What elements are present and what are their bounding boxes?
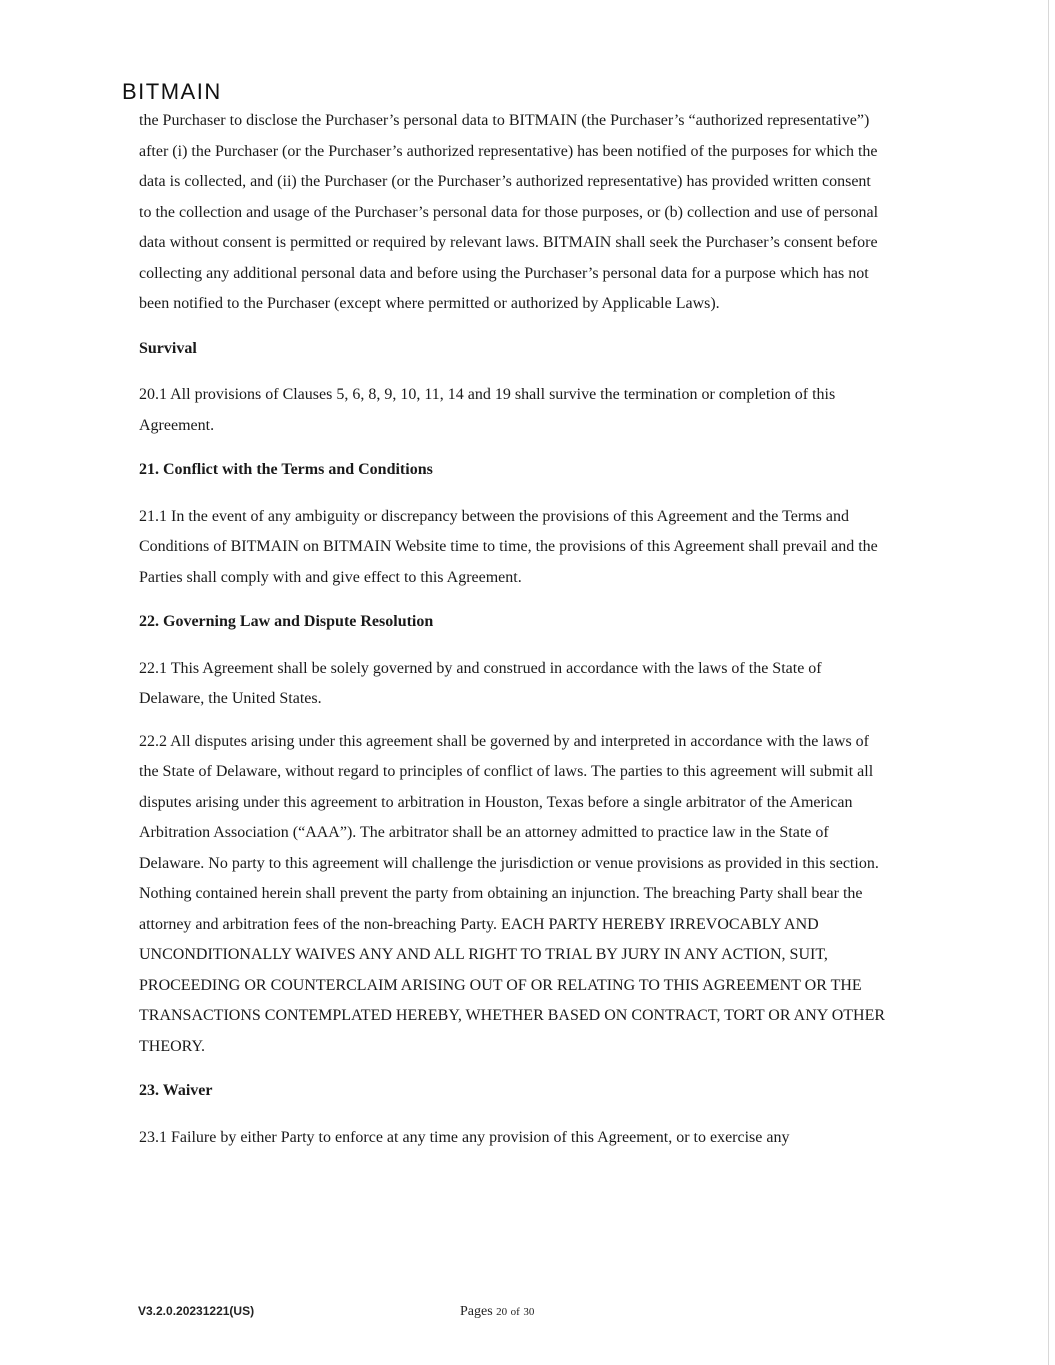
clause-22-2: 22.2 All disputes arising under this agreement shall be governed by and interpreted in accordance with the laws of the State of Delaware, without regard to principles of conflict of laws. The parties to this agreement will submit all disputes arising under this agreement to arbitration in Houston, Texas before a single arbitrator of the American Arbitration Association (“AAA”). The arbitrator shall be an attorney admitted to practice law in the State of Delaware. No party to this agreement will challenge the jurisdiction or venue provisions as provided in this section. Nothing contained herein shall prevent the party from obtaining an injunction. The breaching Party shall bear the attorney and arbitration fees of the non-breaching Party. EACH PARTY HEREBY IRREVOCABLY AND UNCONDITIONALLY WAIVES ANY AND ALL RIGHT TO TRIAL BY JURY IN ANY ACTION, SUIT, PROCEEDING OR COUNTERCLAIM ARISING OUT OF OR RELATING TO THIS AGREEMENT OR THE TRANSACTIONS CONTEMPLATED HEREBY, WHETHER BASED ON CONTRACT, TORT OR ANY OTHER THEORY.	[139, 732, 886, 1055]
document-body	[139, 106, 887, 1153]
clause-23-1: 23.1 Failure by either Party to enforce at any time any provision of this Agreement, or to exercise any	[139, 1128, 790, 1146]
section-heading-conflict: 21. Conflict with the Terms and Conditions	[139, 461, 433, 478]
page-edge-line	[1048, 0, 1049, 1365]
clause-21-1: 21.1 In the event of any ambiguity or discrepancy between the provisions of this Agreement and the Terms and Conditions of BITMAIN on BITMAIN Website time to time, the provisions of this Agreement shall prevail and the Parties shall comply with and give effect to this Agreement.	[139, 507, 878, 586]
section-heading-waiver: 23. Waiver	[139, 1082, 213, 1099]
document-version: V3.2.0.20231221(US)	[138, 1304, 255, 1318]
bitmain-logo: BITMAIN	[122, 79, 222, 104]
section-heading-governing-law: 22. Governing Law and Dispute Resolution	[139, 613, 434, 630]
section-heading-survival: Survival	[139, 339, 197, 357]
page-current: 20	[496, 1306, 508, 1318]
page-of: of	[510, 1306, 520, 1318]
clause-22-1: 22.1 This Agreement shall be solely governed by and construed in accordance with the laws of the State of Delaware, the United States.	[139, 659, 822, 707]
page-prefix: Pages	[460, 1304, 493, 1319]
clause-20-1: 20.1 All provisions of Clauses 5, 6, 8, 9, 10, 11, 14 and 19 shall survive the termination or completion of this Agreement.	[139, 386, 836, 434]
page-total: 30	[523, 1306, 535, 1318]
intro-paragraph: the Purchaser to disclose the Purchaser’s personal data to BITMAIN (the Purchaser’s “authorized representative”) after (i) the Purchaser (or the Purchaser’s authorized representative) has been notified of the purposes for which the data is collected, and (ii) the Purchaser (or the Purchaser’s authorized representative) has provided written consent to the collection and usage of the Purchaser’s personal data for those purposes, or (b) collection and use of personal data without consent is permitted or required by relevant laws. BITMAIN shall seek the Purchaser’s consent before collecting any additional personal data and before using the Purchaser’s personal data for a purpose which has not been notified to the Purchaser (except where permitted or authorized by Applicable Laws).	[139, 112, 879, 312]
page-number	[460, 1304, 534, 1320]
